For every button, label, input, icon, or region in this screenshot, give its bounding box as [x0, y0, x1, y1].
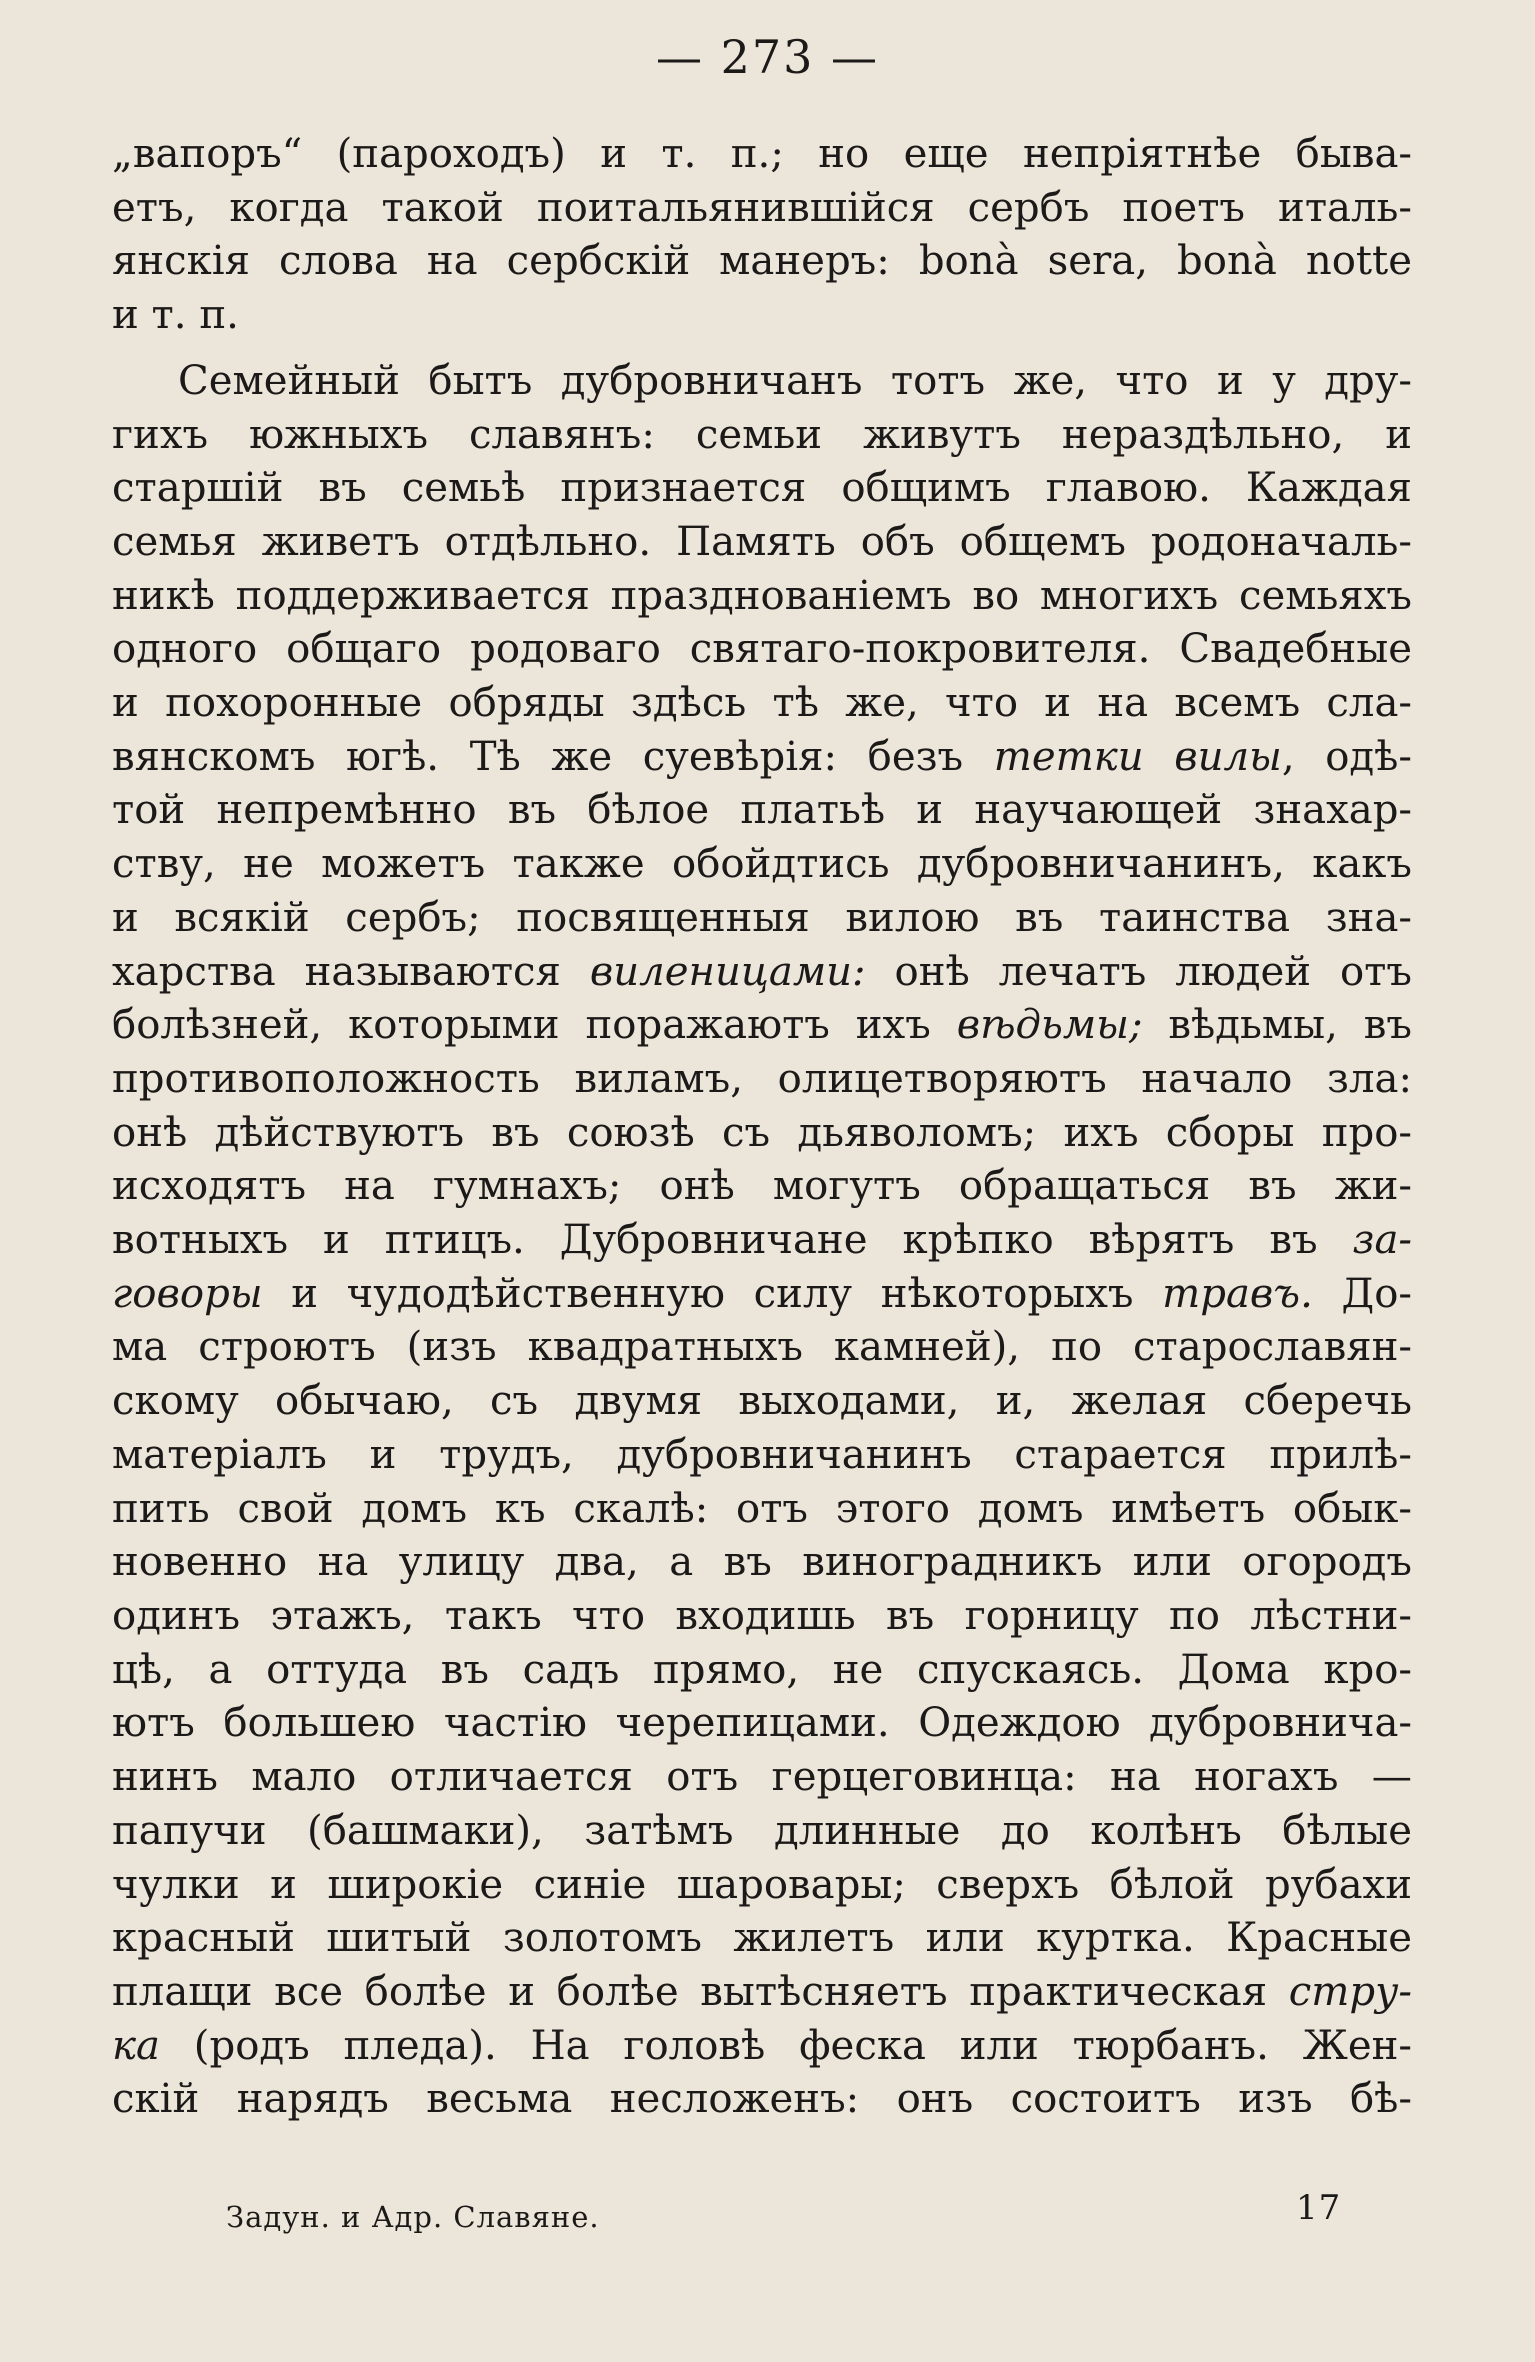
text-run: плащи все болѣе и болѣе вытѣсняетъ практическая [112, 1968, 1289, 2015]
text-line: старшій въ семьѣ признается общимъ главою. Каждая [112, 465, 1412, 512]
text-run: До- [1312, 1270, 1412, 1317]
text-line: нинъ мало отличается отъ герцеговинца: на ногахъ — [112, 1754, 1412, 1801]
text-line: одинъ этажъ, такъ что входишь въ горницу по лѣстни- [112, 1592, 1412, 1639]
text-line: противоположность виламъ, олицетворяютъ начало зла: [112, 1055, 1412, 1102]
text-line: красный шитый золотомъ жилетъ или куртка. Красные [112, 1915, 1412, 1962]
text-run: вѣдьмы, въ [1142, 1002, 1412, 1049]
paragraph [112, 128, 1412, 343]
text-run: (родъ пледа). На головѣ феска или тюрбанъ. Жен- [159, 2022, 1412, 2069]
text-line: новенно на улицу два, а въ виноградникъ или огородъ [112, 1539, 1412, 1586]
text-line [112, 1268, 1412, 1322]
text-line: ютъ большею частію черепицами. Одеждою дубровнича- [112, 1700, 1412, 1747]
text-run: харства называются [112, 948, 590, 995]
italic-term: вѣдьмы; [956, 1002, 1143, 1049]
text-run: вотныхъ и птицъ. Дубровничане крѣпко вѣрятъ въ [112, 1217, 1353, 1264]
text-run: вянскомъ югѣ. Тѣ же суевѣрія: безъ [112, 733, 994, 780]
text-line [112, 1966, 1412, 2020]
text-line: папучи (башмаки), затѣмъ длинные до колѣнъ бѣлые [112, 1807, 1412, 1854]
text-line: семья живетъ отдѣльно. Память объ общемъ родоначаль- [112, 518, 1412, 565]
text-line: скому обычаю, съ двумя выходами, и, желая сберечь [112, 1378, 1412, 1425]
text-run: , одѣ- [1281, 733, 1412, 780]
text-line [112, 2020, 1412, 2074]
italic-term: тетки вилы [993, 733, 1282, 780]
paragraph [112, 355, 1412, 2127]
text-line: Семейный бытъ дубровничанъ тотъ же, что и у дру- [178, 357, 1412, 404]
text-line: янскія слова на сербскій манеръ: bonà sera, bonà notte [112, 238, 1412, 285]
text-line: онѣ дѣйствуютъ въ союзѣ съ дьяволомъ; ихъ сборы про- [112, 1109, 1412, 1156]
italic-term: говоры [112, 1270, 263, 1317]
text-line: одного общаго родоваго святаго-покровителя. Свадебные [112, 626, 1412, 673]
text-line: той непремѣнно въ бѣлое платьѣ и научающей знахар- [112, 787, 1412, 834]
text-line: ству, не можетъ также обойдтись дубровничанинъ, какъ [112, 841, 1412, 888]
text-line: етъ, когда такой поитальянившійся сербъ поетъ италь- [112, 184, 1412, 231]
page-footer [226, 2188, 1342, 2234]
text-run: онѣ лечатъ людей отъ [865, 948, 1412, 995]
text-line: никѣ поддерживается празднованіемъ во многихъ семьяхъ [112, 572, 1412, 619]
text-line: скій нарядъ весьма несложенъ: онъ состоитъ изъ бѣ- [112, 2076, 1412, 2123]
italic-term: за- [1352, 1217, 1412, 1264]
text-line: и похоронные обряды здѣсь тѣ же, что и на всемъ сла- [112, 680, 1412, 727]
text-line: матеріалъ и трудъ, дубровничанинъ старается прилѣ- [112, 1431, 1412, 1478]
text-line: цѣ, а оттуда въ садъ прямо, не спускаясь. Дома кро- [112, 1646, 1412, 1693]
text-line: ма строютъ (изъ квадратныхъ камней), по старославян- [112, 1324, 1412, 1371]
text-run: болѣзней, которыми поражаютъ ихъ [112, 1002, 957, 1049]
text-line: „вапоръ“ (пароходъ) и т. п.; но еще непріятнѣе быва- [112, 131, 1412, 177]
italic-term: стру- [1288, 1968, 1412, 2015]
text-line: исходятъ на гумнахъ; онѣ могутъ обращаться въ жи- [112, 1163, 1412, 1210]
text-line [112, 999, 1412, 1053]
page-number: — 273 — [655, 30, 880, 84]
text-line: и всякій сербъ; посвященныя вилою въ таинства зна- [112, 894, 1412, 941]
text-line: и т. п. [112, 292, 239, 339]
signature-mark: 17 [1296, 2188, 1342, 2228]
text-line [112, 1214, 1412, 1268]
running-title: Задун. и Адр. Славяне. [226, 2200, 600, 2234]
text-run: и чудодѣйственную силу нѣкоторыхъ [262, 1270, 1163, 1317]
text-line: чулки и широкіе синіе шаровары; сверхъ бѣлой рубахи [112, 1861, 1412, 1908]
italic-term: виленицами: [589, 948, 866, 995]
text-line: гихъ южныхъ славянъ: семьи живутъ нераздѣльно, и [112, 411, 1412, 458]
italic-term: ка [112, 2022, 160, 2069]
body-text [112, 128, 1412, 2127]
italic-term: травъ. [1162, 1270, 1313, 1317]
text-line [112, 731, 1412, 785]
text-line [112, 946, 1412, 1000]
text-line: пить свой домъ къ скалѣ: отъ этого домъ имѣетъ обык- [112, 1485, 1412, 1532]
